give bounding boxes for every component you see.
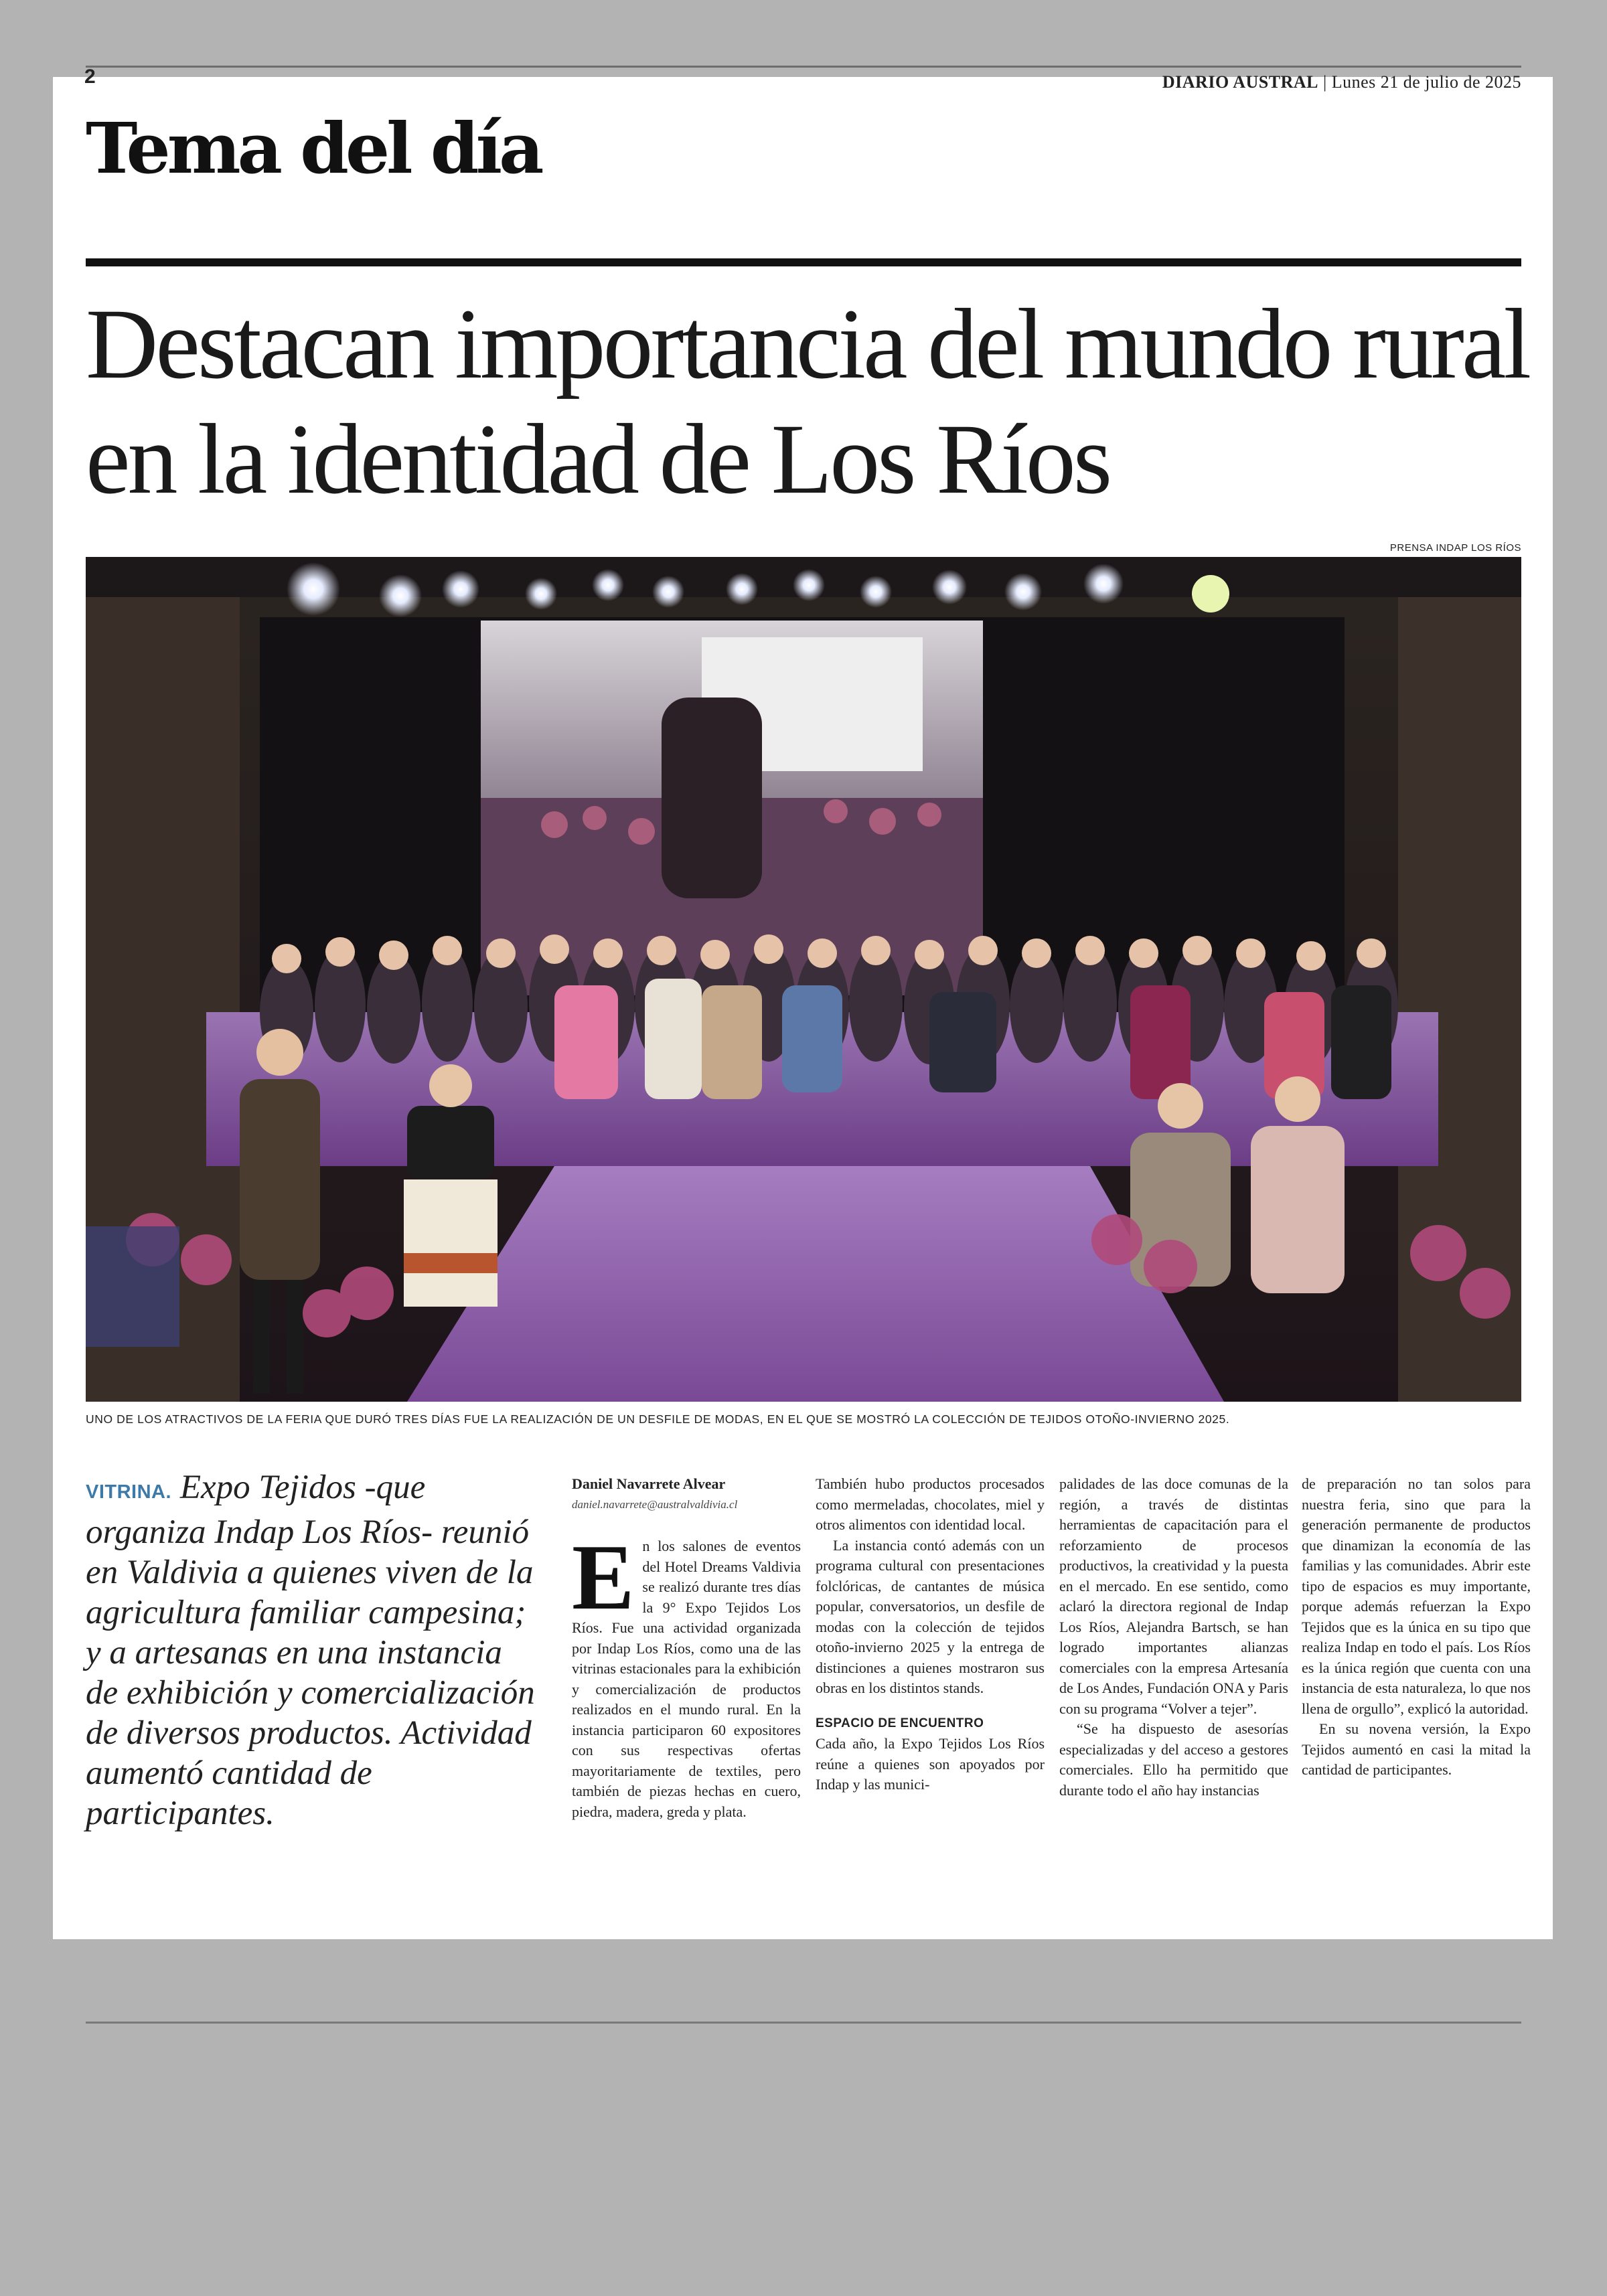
col3-paragraph-2: “Se ha dispuesto de asesorías especializadas y del acceso a gestores comerciales. Ello ha permitido que durante todo el año hay instancias [1059, 1720, 1288, 1799]
section-title: Tema del día [86, 107, 541, 189]
issue-date: Lunes 21 de julio de 2025 [1331, 72, 1521, 92]
lead-summary [86, 1467, 541, 1833]
article-column-1 [572, 1474, 801, 1822]
article-column-2 [816, 1474, 1045, 1795]
subhead: ESPACIO DE ENCUENTRO [816, 1716, 984, 1730]
photo-credit: PRENSA INDAP LOS RÍOS [1389, 542, 1521, 554]
page-number: 2 [84, 66, 96, 88]
author: Daniel Navarrete Alvear [572, 1475, 726, 1492]
col1-paragraph: n los salones de eventos del Hotel Dreams Valdivia se realizó durante tres días la 9° Expo Tejidos Los Ríos. Fue una actividad organizada por Indap Los Ríos, como una de las vitrinas estacionales para la exhibición y comercialización de productos realizados en el mundo rural. En la instancia participaron 60 expositores con sus respectivas ofertas mayoritariamente de textiles, pero también de piezas hechas en cuero, piedra, madera, greda y plata. [572, 1538, 801, 1820]
bottom-rule [86, 2022, 1521, 2024]
col2-paragraph-1: También hubo productos procesados como mermeladas, chocolates, miel y otros alimentos con identidad local. [816, 1475, 1045, 1533]
col2-paragraph-2: La instancia contó además con un programa cultural con presentaciones folclóricas, de cantantes de música popular, conversatorios, un desfile de modas con la colección de tejidos otoño-invierno 2025 y la entrega de distinciones a quienes mostraron sus obras en los distintos stands. [816, 1536, 1045, 1696]
kicker: VITRINA. [86, 1481, 172, 1503]
author-email: daniel.navarrete@australvaldivia.cl [572, 1497, 738, 1511]
event-photo [86, 557, 1521, 1402]
paper-name: DIARIO AUSTRAL [1162, 72, 1318, 92]
masthead: DIARIO AUSTRAL | Lunes 21 de julio de 2025 [1162, 72, 1521, 92]
col2-paragraph-3: Cada año, la Expo Tejidos Los Ríos reúne a quienes son apoyados por Indap y las munici- [816, 1735, 1045, 1793]
col3-paragraph-1: palidades de las doce comunas de la región, a través de distintas herramientas de capacitación para el reforzamiento de procesos productivos, la creatividad y la puesta en el mercado. En ese sentido, como aclaró la directora regional de Indap Los Ríos, Alejandra Bartsch, se han logrado importantes alianzas comerciales con la empresa Artesanía de Los Andes, Fundación ONA y Paris con su programa “Volver a tejer”. [1059, 1475, 1288, 1717]
top-rule [86, 66, 1521, 68]
headline: Destacan importancia del mundo rural en la identidad de Los Ríos [86, 289, 1529, 515]
drop-cap: E [572, 1526, 635, 1629]
col4-paragraph-1: de preparación no tan solos para nuestra feria, sino que para la generación permanente de productos que dinamizan la economía de las familias y las comunidades. Abrir este tipo de espacios es muy importante, porque además refuerzan la Expo Tejidos que es la única en su tipo que realiza Indap en todo el país. Los Ríos es la única región que cuenta con una instancia de esta naturaleza, lo que nos llena de orgullo”, explicó la autoridad. [1302, 1475, 1531, 1717]
photo-caption: UNO DE LOS ATRACTIVOS DE LA FERIA QUE DURÓ TRES DÍAS FUE LA REALIZACIÓN DE UN DESFILE DE MODAS, EN EL QUE SE MOSTRÓ LA COLECCIÓN DE TEJIDOS OTOÑO-INVIERNO 2025. [86, 1412, 1230, 1426]
article-column-3 [1059, 1474, 1288, 1801]
fashion-show-photo [86, 557, 1521, 1402]
article-column-4 [1302, 1474, 1531, 1781]
col4-paragraph-2: En su novena versión, la Expo Tejidos aumentó en casi la mitad la cantidad de participantes. [1302, 1720, 1531, 1778]
section-rule [86, 258, 1521, 266]
lead-text: Expo Tejidos -que organiza Indap Los Ríos- reunió en Valdivia a quienes viven de la agricultura familiar campesina; y a artesanas en una instancia de exhibición y comercialización de diversos productos. Actividad aumentó cantidad de participantes. [86, 1469, 535, 1832]
